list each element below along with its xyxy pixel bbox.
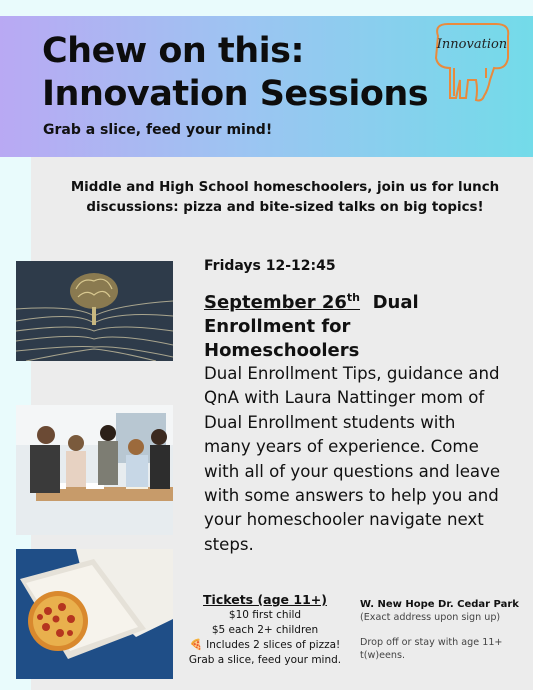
page-title [42, 30, 428, 116]
location-address: W. New Hope Dr. Cedar Park [360, 599, 519, 610]
ticket-price-first: $10 first child [228, 609, 302, 621]
ticket-price-additional: $5 each 2+ children [211, 624, 319, 636]
students-classroom-image [16, 405, 173, 535]
dropoff-note: Drop off or stay with age 11+ t(w)eens. [360, 637, 503, 661]
title-line-2: Innovation Sessions [42, 74, 429, 114]
brain-network-image [16, 261, 173, 361]
ticket-pizza-note: 🍕 Includes 2 slices of pizza! [189, 639, 341, 651]
session-description: Dual Enrollment Tips, guidance and QnA with Laura Nattinger mom of Dual Enrollment students with many years of experience. Come with all of your questions and leave with some answers to help you and your homeschooler navigate next steps. [204, 364, 501, 554]
title-line-1: Chew on this: [42, 31, 304, 71]
tickets-info [180, 591, 350, 668]
location-info [360, 598, 530, 662]
elephant-icon [436, 24, 508, 101]
ticket-tagline: Grab a slice, feed your mind. [188, 654, 342, 666]
location-note: (Exact address upon sign up) [360, 612, 501, 623]
session-date-text: September 26 [204, 292, 347, 313]
tagline: Grab a slice, feed your mind! [43, 122, 273, 138]
session-date-suffix: th [346, 291, 361, 304]
session-time: Fridays 12-12:45 [204, 258, 336, 274]
session-title [204, 286, 504, 363]
logo-text: Innovation [436, 37, 508, 52]
tickets-heading: Tickets (age 11+) [203, 592, 327, 607]
intro-text: Middle and High School homeschoolers, join us for lunch discussions: pizza and bite-sized talks on big topics! [70, 180, 500, 215]
innovation-logo [424, 18, 520, 106]
session-topic: Dual Enrollment for Homeschoolers [204, 292, 419, 361]
pizza-box-image [16, 549, 173, 679]
session-date [204, 292, 360, 313]
